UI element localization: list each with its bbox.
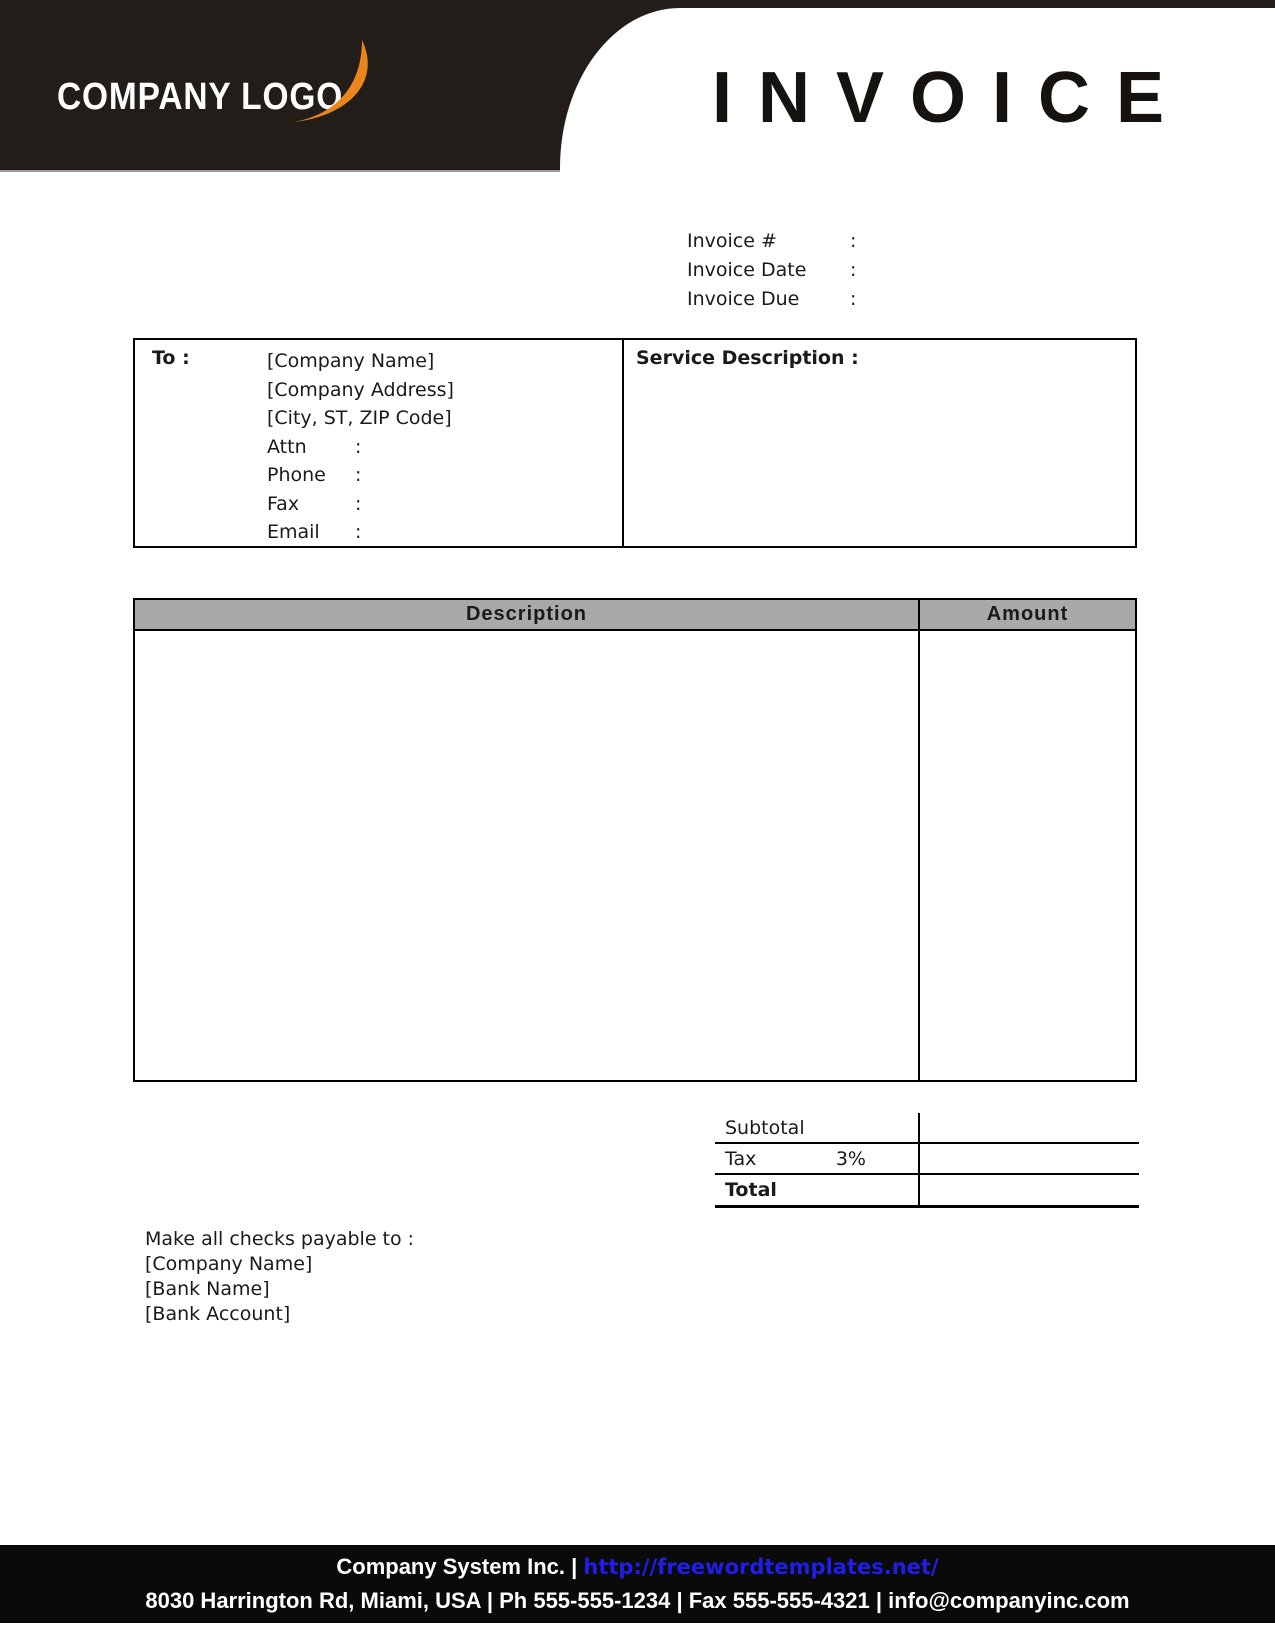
phone-label: Phone [267,464,326,486]
colon: : [850,230,857,252]
invoice-number-row [687,227,984,256]
checks-payable-label: Make all checks payable to : [145,1228,415,1250]
tax-amount[interactable] [918,1144,1139,1173]
total-row [715,1175,1139,1208]
bank-account-placeholder[interactable]: [Bank Account] [145,1303,291,1325]
tax-row [715,1144,1139,1175]
footer-line1 [0,1550,1275,1584]
invoice-due-label: Invoice Due [687,288,800,310]
colon: : [850,259,857,281]
tax-rate: 3% [835,1147,866,1170]
footer-bar [0,1545,1275,1623]
items-table-body [133,629,1137,1201]
service-description-value[interactable] [636,369,1135,529]
invoice-meta [687,227,984,314]
total-amount[interactable] [918,1175,1139,1205]
attn-label: Attn [267,435,307,458]
service-description-label: Service Description : [636,347,859,369]
city-state-zip-placeholder[interactable]: [City, ST, ZIP Code] [267,407,452,429]
colon: : [850,288,857,310]
company-logo-text: COMPANY LOGO [57,76,344,118]
amount-column-header: Amount [918,600,1135,629]
invoice-number-label: Invoice # [687,230,777,252]
email-row [267,518,454,547]
subtotal-row [715,1113,1139,1144]
payee-company-placeholder[interactable]: [Company Name] [145,1253,313,1275]
items-table-header [133,598,1137,631]
invoice-date-label: Invoice Date [687,259,807,281]
subtotal-amount[interactable] [918,1113,1139,1142]
recipient-details [267,347,454,547]
items-table [133,598,1137,1201]
tax-text: Tax [725,1147,757,1170]
description-column-header: Description [465,603,588,625]
logo-swoosh-icon [288,36,390,126]
page-title: INVOICE [712,58,1191,138]
phone-row [267,461,454,490]
description-entry-area[interactable] [135,629,918,1080]
colon: : [355,464,362,486]
colon: : [355,521,362,543]
email-label: Email [267,521,320,543]
subtotal-label [715,1117,918,1139]
company-address-placeholder[interactable]: [Company Address] [267,378,454,401]
payment-instructions [145,1227,414,1327]
recipient-cell [135,340,622,546]
footer-line2: 8030 Harrington Rd, Miami, USA | Ph 555-555-1234 | Fax 555-555-4321 | info@companyinc.com [145,1588,1130,1613]
totals-section [715,1113,1139,1208]
colon: : [355,492,362,515]
total-text: Total [725,1179,777,1201]
recipient-box [133,338,1137,548]
invoice-due-row [687,285,984,314]
service-description-cell [622,340,1135,546]
colon: : [355,435,362,458]
fax-label: Fax [267,492,300,515]
to-label: To : [152,347,190,369]
fax-row [267,490,454,519]
footer-link[interactable]: http://freewordtemplates.net/ [583,1555,939,1579]
amount-entry-area[interactable] [920,629,1135,1080]
attn-row [267,433,454,462]
tax-label-cell [715,1148,918,1170]
invoice-date-row [687,256,984,285]
subtotal-text: Subtotal [725,1116,805,1139]
footer-company: Company System Inc. | [336,1554,584,1579]
company-name-placeholder[interactable]: [Company Name] [267,350,435,372]
bank-name-placeholder[interactable]: [Bank Name] [145,1278,270,1300]
total-label [715,1179,918,1201]
